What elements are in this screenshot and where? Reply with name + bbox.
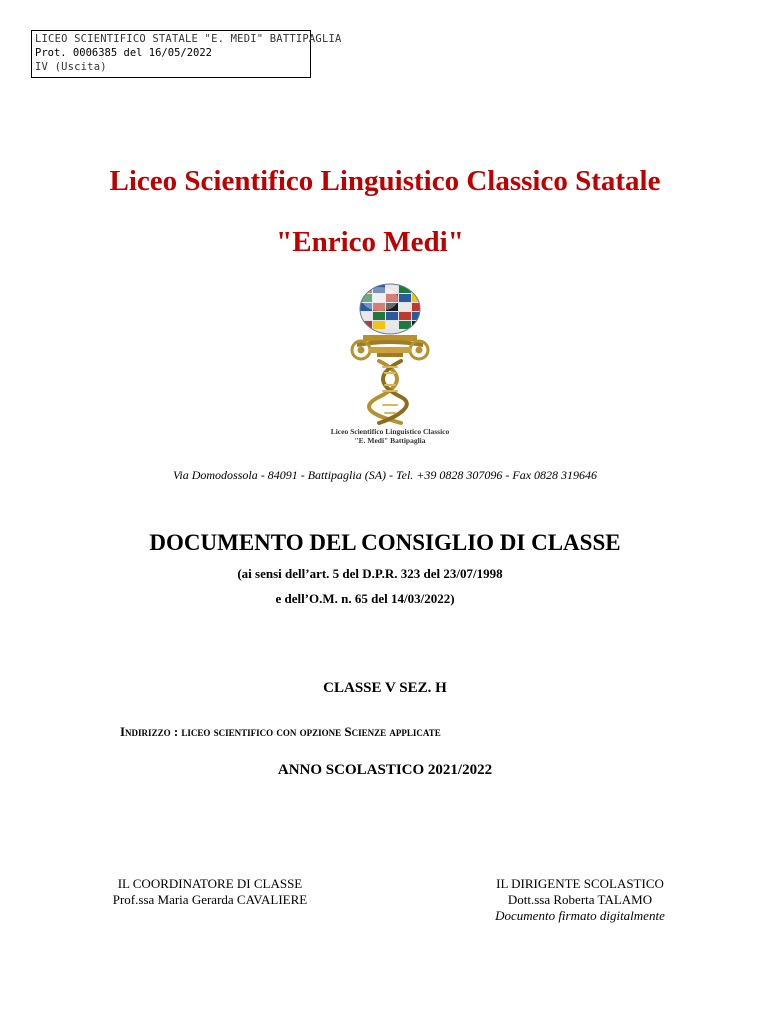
school-year: ANNO SCOLASTICO 2021/2022 (277, 762, 493, 778)
school-name: "Enrico Medi" (276, 226, 464, 258)
curriculum-address: Indirizzo : liceo scientifico con opzione Scienze applicate (120, 724, 441, 739)
globe-icon (355, 281, 425, 341)
school-title: Liceo Scientifico Linguistico Classico Statale (109, 165, 661, 197)
principal-role: IL DIRIGENTE SCOLASTICO (496, 876, 664, 891)
class-section: CLASSE V SEZ. H (323, 680, 447, 696)
school-logo (305, 281, 475, 451)
dna-helix-icon (369, 361, 407, 423)
legal-reference-line2: e dell’O.M. n. 65 del 14/03/2022) (275, 591, 455, 606)
column-capital-icon (352, 335, 428, 359)
principal-signature (460, 876, 700, 924)
stamp-protocol-line: Prot. 0006385 del 16/05/2022 (35, 47, 213, 59)
protocol-stamp (31, 30, 342, 78)
principal-name: Dott.ssa Roberta TALAMO (507, 892, 653, 907)
legal-reference-line1: (ai sensi dell’art. 5 del D.P.R. 323 del 23/07/1998 (237, 566, 503, 581)
digital-signature-note: Documento firmato digitalmente (495, 908, 665, 923)
logo-caption-line1: Liceo Scientifico Linguistico Classico (330, 427, 450, 436)
coordinator-name: Prof.ssa Maria Gerarda CAVALIERE (112, 892, 308, 907)
stamp-direction-line: IV (Uscita) (35, 61, 107, 73)
coordinator-role: IL COORDINATORE DI CLASSE (117, 876, 303, 891)
coordinator-signature (90, 876, 330, 908)
logo-caption-line2: "E. Medi" Battipaglia (354, 436, 426, 445)
stamp-school-line: LICEO SCIENTIFICO STATALE "E. MEDI" BATTIPAGLIA (35, 33, 342, 45)
document-title: DOCUMENTO DEL CONSIGLIO DI CLASSE (149, 530, 621, 555)
school-address: Via Domodossola - 84091 - Battipaglia (SA) - Tel. +39 0828 307096 - Fax 0828 319646 (172, 468, 598, 482)
